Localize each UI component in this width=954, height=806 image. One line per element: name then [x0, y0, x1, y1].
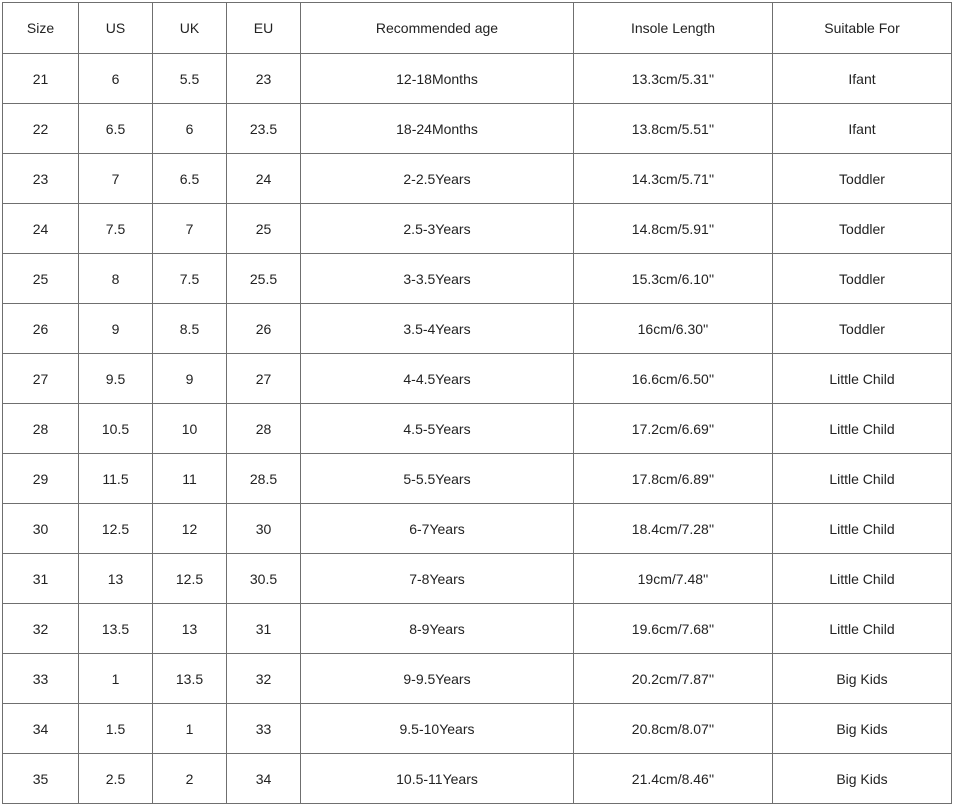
cell-insole-length: 17.8cm/6.89'': [574, 454, 773, 504]
cell-us: 6: [79, 54, 153, 104]
cell-insole-length: 16.6cm/6.50'': [574, 354, 773, 404]
cell-suitable-for: Little Child: [773, 354, 952, 404]
cell-uk: 6: [153, 104, 227, 154]
cell-size: 35: [3, 754, 79, 804]
cell-us: 12.5: [79, 504, 153, 554]
cell-us: 9: [79, 304, 153, 354]
cell-eu: 24: [227, 154, 301, 204]
cell-uk: 13: [153, 604, 227, 654]
cell-recommended-age: 7-8Years: [301, 554, 574, 604]
header-suitable-for: Suitable For: [773, 3, 952, 54]
cell-uk: 1: [153, 704, 227, 754]
cell-suitable-for: Little Child: [773, 454, 952, 504]
cell-suitable-for: Little Child: [773, 554, 952, 604]
cell-uk: 11: [153, 454, 227, 504]
cell-size: 28: [3, 404, 79, 454]
cell-insole-length: 20.2cm/7.87'': [574, 654, 773, 704]
cell-size: 31: [3, 554, 79, 604]
cell-suitable-for: Ifant: [773, 54, 952, 104]
cell-suitable-for: Toddler: [773, 204, 952, 254]
cell-insole-length: 17.2cm/6.69'': [574, 404, 773, 454]
cell-suitable-for: Big Kids: [773, 704, 952, 754]
table-row: [3, 404, 952, 454]
cell-size: 26: [3, 304, 79, 354]
table-row: [3, 154, 952, 204]
table-row: [3, 454, 952, 504]
cell-eu: 28: [227, 404, 301, 454]
table-row: [3, 304, 952, 354]
cell-eu: 25: [227, 204, 301, 254]
table-row: [3, 704, 952, 754]
cell-size: 27: [3, 354, 79, 404]
cell-insole-length: 16cm/6.30'': [574, 304, 773, 354]
cell-us: 10.5: [79, 404, 153, 454]
cell-suitable-for: Big Kids: [773, 654, 952, 704]
cell-recommended-age: 9.5-10Years: [301, 704, 574, 754]
table-row: [3, 654, 952, 704]
cell-uk: 2: [153, 754, 227, 804]
cell-us: 1: [79, 654, 153, 704]
cell-uk: 7: [153, 204, 227, 254]
cell-size: 30: [3, 504, 79, 554]
cell-eu: 33: [227, 704, 301, 754]
cell-size: 22: [3, 104, 79, 154]
cell-size: 23: [3, 154, 79, 204]
cell-recommended-age: 18-24Months: [301, 104, 574, 154]
cell-insole-length: 15.3cm/6.10'': [574, 254, 773, 304]
cell-insole-length: 20.8cm/8.07'': [574, 704, 773, 754]
cell-eu: 32: [227, 654, 301, 704]
cell-size: 32: [3, 604, 79, 654]
cell-insole-length: 19.6cm/7.68'': [574, 604, 773, 654]
cell-suitable-for: Toddler: [773, 154, 952, 204]
cell-recommended-age: 4.5-5Years: [301, 404, 574, 454]
cell-us: 7.5: [79, 204, 153, 254]
cell-us: 8: [79, 254, 153, 304]
cell-size: 33: [3, 654, 79, 704]
cell-insole-length: 13.8cm/5.51'': [574, 104, 773, 154]
table-row: [3, 604, 952, 654]
cell-insole-length: 19cm/7.48'': [574, 554, 773, 604]
cell-us: 1.5: [79, 704, 153, 754]
table-row: [3, 354, 952, 404]
cell-suitable-for: Little Child: [773, 504, 952, 554]
cell-recommended-age: 12-18Months: [301, 54, 574, 104]
cell-recommended-age: 8-9Years: [301, 604, 574, 654]
cell-us: 13: [79, 554, 153, 604]
cell-recommended-age: 4-4.5Years: [301, 354, 574, 404]
cell-eu: 28.5: [227, 454, 301, 504]
header-us: US: [79, 3, 153, 54]
cell-recommended-age: 10.5-11Years: [301, 754, 574, 804]
cell-recommended-age: 5-5.5Years: [301, 454, 574, 504]
cell-recommended-age: 3.5-4Years: [301, 304, 574, 354]
cell-uk: 7.5: [153, 254, 227, 304]
cell-uk: 9: [153, 354, 227, 404]
table-row: [3, 754, 952, 804]
cell-insole-length: 18.4cm/7.28'': [574, 504, 773, 554]
cell-eu: 30.5: [227, 554, 301, 604]
cell-size: 21: [3, 54, 79, 104]
cell-recommended-age: 6-7Years: [301, 504, 574, 554]
cell-uk: 12.5: [153, 554, 227, 604]
cell-uk: 12: [153, 504, 227, 554]
cell-insole-length: 13.3cm/5.31'': [574, 54, 773, 104]
cell-us: 6.5: [79, 104, 153, 154]
cell-eu: 27: [227, 354, 301, 404]
header-row: [3, 3, 952, 54]
header-size: Size: [3, 3, 79, 54]
table-row: [3, 204, 952, 254]
cell-eu: 34: [227, 754, 301, 804]
cell-suitable-for: Little Child: [773, 404, 952, 454]
cell-insole-length: 14.8cm/5.91'': [574, 204, 773, 254]
cell-eu: 30: [227, 504, 301, 554]
cell-eu: 23.5: [227, 104, 301, 154]
cell-recommended-age: 2.5-3Years: [301, 204, 574, 254]
cell-suitable-for: Toddler: [773, 254, 952, 304]
cell-recommended-age: 2-2.5Years: [301, 154, 574, 204]
cell-us: 7: [79, 154, 153, 204]
header-uk: UK: [153, 3, 227, 54]
header-eu: EU: [227, 3, 301, 54]
table-row: [3, 104, 952, 154]
cell-uk: 5.5: [153, 54, 227, 104]
cell-size: 29: [3, 454, 79, 504]
table-row: [3, 554, 952, 604]
header-insole-length: Insole Length: [574, 3, 773, 54]
cell-eu: 26: [227, 304, 301, 354]
cell-eu: 23: [227, 54, 301, 104]
cell-us: 2.5: [79, 754, 153, 804]
cell-recommended-age: 3-3.5Years: [301, 254, 574, 304]
cell-suitable-for: Ifant: [773, 104, 952, 154]
cell-us: 11.5: [79, 454, 153, 504]
cell-size: 25: [3, 254, 79, 304]
table-row: [3, 254, 952, 304]
cell-suitable-for: Toddler: [773, 304, 952, 354]
cell-us: 13.5: [79, 604, 153, 654]
cell-insole-length: 21.4cm/8.46'': [574, 754, 773, 804]
cell-eu: 25.5: [227, 254, 301, 304]
cell-size: 24: [3, 204, 79, 254]
size-chart-table: [2, 2, 952, 804]
cell-uk: 6.5: [153, 154, 227, 204]
table-row: [3, 54, 952, 104]
cell-us: 9.5: [79, 354, 153, 404]
cell-eu: 31: [227, 604, 301, 654]
cell-suitable-for: Big Kids: [773, 754, 952, 804]
cell-uk: 8.5: [153, 304, 227, 354]
cell-uk: 10: [153, 404, 227, 454]
cell-size: 34: [3, 704, 79, 754]
table-row: [3, 504, 952, 554]
cell-recommended-age: 9-9.5Years: [301, 654, 574, 704]
table-body: [3, 54, 952, 804]
cell-uk: 13.5: [153, 654, 227, 704]
cell-insole-length: 14.3cm/5.71'': [574, 154, 773, 204]
cell-suitable-for: Little Child: [773, 604, 952, 654]
header-recommended-age: Recommended age: [301, 3, 574, 54]
